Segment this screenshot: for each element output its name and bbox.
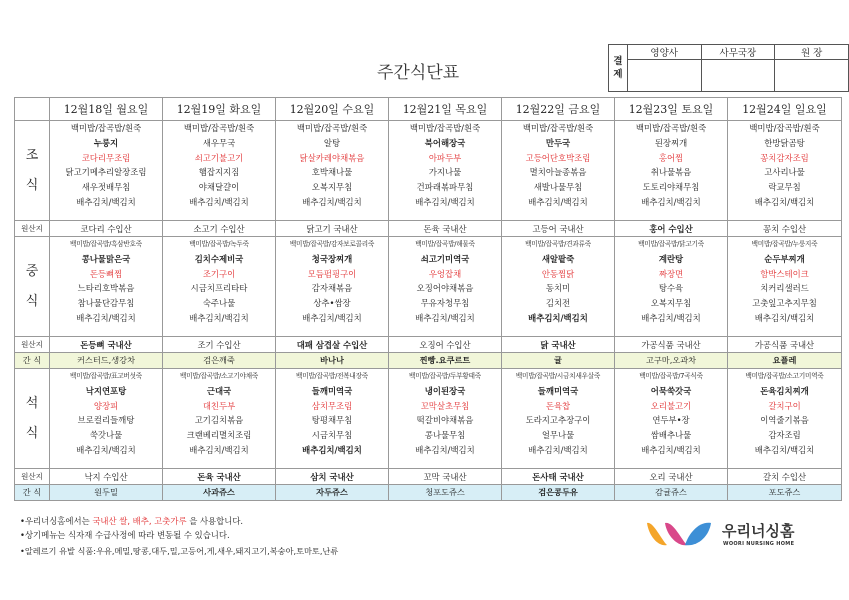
menu-item: 오리불고기 bbox=[650, 400, 692, 411]
dinner-day-cell bbox=[389, 369, 502, 469]
menu-item: 백미밥/잡곡밥/흰죽 bbox=[635, 123, 707, 133]
note-ingredients: •우리너싱홈에서는 국내산 쌀, 배추, 고춧가루 을 사용합니다. bbox=[20, 516, 244, 526]
menu-item: 백미밥/잡곡밥/견과류죽 bbox=[525, 240, 591, 248]
breakfast-origin-row-cell: 코다리 수입산 bbox=[50, 221, 163, 237]
breakfast-origin-row-cell: 소고기 수입산 bbox=[163, 221, 276, 237]
menu-item: 배추김치/백김치 bbox=[302, 312, 362, 323]
snack1-row-cell: 요플레 bbox=[728, 353, 842, 369]
menu-item: 돈등뼈찜 bbox=[89, 268, 123, 279]
menu-item: 순두부찌개 bbox=[764, 253, 805, 264]
approval-sign-nutritionist bbox=[627, 60, 701, 92]
menu-item: 연두부•장 bbox=[652, 415, 690, 426]
menu-item: 김치전 bbox=[545, 298, 571, 309]
lunch-label-char: 식 bbox=[25, 293, 39, 309]
snack2-row-label: 간 식 bbox=[15, 485, 50, 501]
menu-item: 상추•쌈장 bbox=[313, 298, 351, 309]
menu-item: 시금치무침 bbox=[311, 430, 353, 441]
menu-item: 멸치아늘종볶음 bbox=[529, 167, 587, 178]
menu-item: 우엉잡채 bbox=[428, 268, 462, 279]
menu-item: 백미밥/잡곡밥/해물죽 bbox=[415, 240, 475, 248]
menu-item: 배추김치/백김치 bbox=[641, 312, 701, 323]
menu-item: 배추김치/백김치 bbox=[415, 444, 475, 455]
snack2-row-cell: 감귤쥬스 bbox=[615, 485, 728, 501]
menu-item: 배추김치/백김치 bbox=[415, 196, 475, 207]
menu-item: 브로컬리들깨탕 bbox=[77, 415, 135, 426]
menu-item: 배추김치/백김치 bbox=[641, 196, 701, 207]
menu-item: 시금치프리타타 bbox=[190, 283, 248, 294]
menu-item: 백미밥/잡곡밥/소고기야채죽 bbox=[179, 372, 259, 380]
lunch-origin-row-cell: 가공식품 국내산 bbox=[615, 337, 728, 353]
menu-item: 아파두부 bbox=[428, 152, 462, 163]
menu-item: 백미밥/잡곡밥/흑삼반호죽 bbox=[70, 240, 142, 248]
menu-item: 배추김치/백김치 bbox=[528, 444, 588, 455]
menu-item: 조기구이 bbox=[202, 268, 236, 279]
breakfast-label-char: 식 bbox=[25, 177, 39, 193]
approval-role-office-manager: 사무국장 bbox=[701, 45, 775, 60]
day-header: 12월20일 수요일 bbox=[276, 98, 389, 121]
menu-item: 백미밥/잡곡밥/흰죽 bbox=[70, 123, 142, 133]
lunch-origin-row bbox=[15, 337, 842, 353]
menu-item: 배추김치/백김치 bbox=[76, 444, 136, 455]
approval-box bbox=[608, 44, 849, 92]
menu-item: 무유자청무침 bbox=[420, 298, 470, 309]
snack2-row-cell: 자두쥬스 bbox=[276, 485, 389, 501]
menu-item: 누룽지 bbox=[93, 137, 119, 148]
menu-item: 들깨미역국 bbox=[311, 385, 353, 396]
lunch-day-cell bbox=[276, 237, 389, 337]
menu-item: 새우젓배무침 bbox=[81, 182, 131, 193]
dinner-origin-row-cell: 삼치 국내산 bbox=[276, 469, 389, 485]
snack1-row-label: 간 식 bbox=[15, 353, 50, 369]
menu-item: 알탕 bbox=[323, 137, 341, 148]
menu-item: 떡갈비야채볶음 bbox=[416, 415, 474, 426]
menu-item: 콩나물무침 bbox=[424, 430, 466, 441]
menu-item: 쌈배추나물 bbox=[650, 430, 692, 441]
lunch-day-cell bbox=[502, 237, 615, 337]
breakfast-day-cell bbox=[276, 121, 389, 221]
menu-item: 쇠고기미역국 bbox=[420, 253, 470, 264]
lunch-label-char: 중 bbox=[25, 263, 39, 279]
snack2-row-cell: 원두밀 bbox=[50, 485, 163, 501]
menu-item: 배추김치/백김치 bbox=[189, 312, 249, 323]
snack1-row bbox=[15, 353, 842, 369]
lunch-label bbox=[15, 237, 50, 337]
menu-item: 삼치무조림 bbox=[311, 400, 353, 411]
dinner-origin-row bbox=[15, 469, 842, 485]
menu-item: 닭살카레야채볶음 bbox=[299, 152, 365, 163]
menu-item: 청국장찌개 bbox=[311, 253, 353, 264]
menu-item: 콩나물맑은국 bbox=[81, 253, 131, 264]
snack2-row-cell: 사과쥬스 bbox=[163, 485, 276, 501]
menu-item: 양장피 bbox=[93, 400, 119, 411]
menu-item: 백미밥/잡곡밥/시금치새우살죽 bbox=[515, 372, 601, 380]
menu-item: 배추김치/백김치 bbox=[754, 444, 815, 455]
breakfast-day-cell bbox=[502, 121, 615, 221]
lunch-day-cell bbox=[163, 237, 276, 337]
menu-item: 새발나물무침 bbox=[533, 182, 583, 193]
breakfast-day-cell bbox=[163, 121, 276, 221]
dinner-day-cell bbox=[276, 369, 389, 469]
menu-item: 치커리샐러드 bbox=[760, 283, 809, 294]
day-header: 12월24일 일요일 bbox=[728, 98, 842, 121]
logo-icon bbox=[645, 519, 715, 549]
logo-subtitle: WOORI NURSING HOME bbox=[723, 541, 795, 547]
note-allergy: •알레르기 유발 식품:우유,메밀,땅콩,대두,밀,고등어,게,새우,돼지고기,복숭아,토마토,난류 bbox=[20, 546, 339, 556]
menu-item: 백미밥/잡곡밥/흰죽 bbox=[749, 123, 820, 133]
lunch-day-cell bbox=[389, 237, 502, 337]
lunch-origin-row-cell: 닭 국내산 bbox=[502, 337, 615, 353]
menu-item: 크랜베리멸치조림 bbox=[186, 430, 252, 441]
day-header: 12월23일 토요일 bbox=[615, 98, 728, 121]
dinner-origin-row-cell: 낙지 수입산 bbox=[50, 469, 163, 485]
snack1-row-cell: 귤 bbox=[502, 353, 615, 369]
menu-item: 근대국 bbox=[206, 385, 232, 396]
menu-item: 참나물단감무침 bbox=[77, 298, 135, 309]
dinner-row bbox=[15, 369, 842, 469]
menu-item: 백미밥/잡곡밥/감자보로콜리죽 bbox=[289, 240, 375, 248]
menu-item: 백미밥/잡곡밥/흰죽 bbox=[522, 123, 594, 133]
dinner-label-char: 식 bbox=[25, 425, 39, 441]
corner-cell bbox=[15, 98, 50, 121]
menu-item: 배추김치/백김치 bbox=[189, 196, 249, 207]
menu-item: 계란탕 bbox=[658, 253, 684, 264]
menu-item: 꽁치감자조림 bbox=[760, 152, 809, 163]
menu-item: 어묵쑥갓국 bbox=[650, 385, 692, 396]
approval-sign-director bbox=[775, 60, 849, 92]
breakfast-origin-row-cell: 닭고기 국내산 bbox=[276, 221, 389, 237]
snack1-row-cell: 커스터드,생강차 bbox=[50, 353, 163, 369]
menu-item: 햄잡지지짐 bbox=[198, 167, 240, 178]
menu-item: 락교무침 bbox=[768, 182, 801, 193]
menu-item: 새우무국 bbox=[202, 137, 236, 148]
breakfast-origin-row-cell: 꽁치 수입산 bbox=[728, 221, 842, 237]
snack2-row-cell: 청포도쥬스 bbox=[389, 485, 502, 501]
dinner-origin-row-cell: 갈치 수입산 bbox=[728, 469, 842, 485]
lunch-origin-row-cell: 대패 삼겹살 수입산 bbox=[276, 337, 389, 353]
approval-role-nutritionist: 영양사 bbox=[627, 45, 701, 60]
breakfast-label-char: 조 bbox=[25, 147, 39, 163]
breakfast-day-cell bbox=[728, 121, 842, 221]
dinner-origin-row-cell: 오리 국내산 bbox=[615, 469, 728, 485]
menu-item: 백미밥/잡곡밥/흰죽 bbox=[296, 123, 368, 133]
snack1-row-cell: 바나나 bbox=[276, 353, 389, 369]
menu-item: 한방닭곰탕 bbox=[764, 137, 805, 148]
menu-item: 이역줄기볶음 bbox=[760, 415, 809, 426]
menu-item: 들깨미역국 bbox=[537, 385, 579, 396]
menu-item: 백미밥/잡곡밥/소고기미역죽 bbox=[745, 372, 824, 380]
snack1-row-cell: 고구마,오과차 bbox=[615, 353, 728, 369]
menu-item: 배추김치/백김치 bbox=[76, 312, 136, 323]
dinner-day-cell bbox=[502, 369, 615, 469]
menu-item: 배추김치/백김치 bbox=[302, 444, 362, 455]
breakfast-origin-row bbox=[15, 221, 842, 237]
menu-item: 된장찌개 bbox=[654, 137, 688, 148]
menu-item: 감자조림 bbox=[768, 430, 801, 441]
menu-item: 감자채볶음 bbox=[311, 283, 353, 294]
menu-item: 배추김치/백김치 bbox=[189, 444, 249, 455]
snack2-row bbox=[15, 485, 842, 501]
lunch-day-cell bbox=[50, 237, 163, 337]
notes bbox=[20, 515, 338, 559]
menu-item: 얼무나물 bbox=[541, 430, 575, 441]
menu-item: 닭고기메추리알장조림 bbox=[65, 167, 147, 178]
approval-label-char: 제 bbox=[613, 69, 623, 80]
menu-item: 건파래볶파무침 bbox=[416, 182, 474, 193]
menu-item: 배추김치/백김치 bbox=[754, 312, 815, 323]
menu-item: 냉이된장국 bbox=[424, 385, 466, 396]
dinner-day-cell bbox=[615, 369, 728, 469]
menu-item: 동치미 bbox=[545, 283, 571, 294]
menu-item: 모듬펌핑구이 bbox=[307, 268, 357, 279]
menu-item: 코다리무조림 bbox=[81, 152, 131, 163]
menu-item: 돈육김치찌개 bbox=[760, 385, 809, 396]
day-header: 12월19일 화요일 bbox=[163, 98, 276, 121]
dinner-origin-row-cell: 돈사태 국내산 bbox=[502, 469, 615, 485]
day-header: 12월22일 금요일 bbox=[502, 98, 615, 121]
menu-item: 배추김치/백김치 bbox=[528, 196, 588, 207]
menu-item: 북어해장국 bbox=[424, 137, 466, 148]
breakfast-day-cell bbox=[615, 121, 728, 221]
menu-item: 갈치구이 bbox=[768, 400, 801, 411]
menu-item: 배추김치/백김치 bbox=[76, 196, 136, 207]
menu-item: 야채달걀이 bbox=[198, 182, 240, 193]
lunch-origin-row-cell: 가공식품 국내산 bbox=[728, 337, 842, 353]
breakfast-row bbox=[15, 121, 842, 221]
menu-item: 김치수제비국 bbox=[194, 253, 244, 264]
menu-item: 백미밥/잡곡밥/흰죽 bbox=[183, 123, 255, 133]
dinner-origin-row-cell: 꼬막 국내산 bbox=[389, 469, 502, 485]
menu-item: 백미밥/잡곡밥/닭고기죽 bbox=[638, 240, 704, 248]
lunch-origin-row-cell: 돈등뼈 국내산 bbox=[50, 337, 163, 353]
lunch-row bbox=[15, 237, 842, 337]
menu-item: 안동찜닭 bbox=[541, 268, 575, 279]
snack1-row-cell: 검은깨죽 bbox=[163, 353, 276, 369]
weekly-menu-table bbox=[14, 97, 842, 501]
menu-item: 오복지무침 bbox=[650, 298, 692, 309]
menu-item: 백미밥/잡곡밥/두부황태죽 bbox=[409, 372, 481, 380]
menu-item: 꼬막살초무침 bbox=[420, 400, 470, 411]
dinner-day-cell bbox=[163, 369, 276, 469]
day-header: 12월21일 목요일 bbox=[389, 98, 502, 121]
menu-item: 쇠고기불고기 bbox=[194, 152, 244, 163]
dinner-label-char: 석 bbox=[25, 395, 39, 411]
menu-item: 호박채나물 bbox=[311, 167, 353, 178]
lunch-origin-row-cell: 조기 수입산 bbox=[163, 337, 276, 353]
menu-item: 배추김치/백김치 bbox=[302, 196, 362, 207]
menu-item: 홍어찜 bbox=[658, 152, 684, 163]
note-highlight: 국내산 쌀, 배추, 고춧가루 bbox=[92, 516, 187, 526]
menu-item: 백미밥/잡곡밥/7곡식죽 bbox=[639, 372, 703, 380]
menu-item: 오복지무침 bbox=[311, 182, 353, 193]
approval-role-director: 원 장 bbox=[775, 45, 849, 60]
menu-item: 돈육찹 bbox=[545, 400, 571, 411]
approval-sign-office-manager bbox=[701, 60, 775, 92]
snack2-row-cell: 포도쥬스 bbox=[728, 485, 842, 501]
menu-item: 짜장면 bbox=[658, 268, 684, 279]
menu-item: 도라지고추장구이 bbox=[525, 415, 591, 426]
menu-item: 백미밥/잡곡밥/누룽지죽 bbox=[751, 240, 818, 248]
menu-item: 함박스테이크 bbox=[760, 268, 809, 279]
menu-item: 고춧잎고추지무침 bbox=[752, 298, 817, 309]
menu-item: 쑥갓나물 bbox=[89, 430, 123, 441]
dinner-label bbox=[15, 369, 50, 469]
day-header: 12월18일 월요일 bbox=[50, 98, 163, 121]
approval-label bbox=[609, 45, 628, 92]
menu-item: 배추김치/백김치 bbox=[528, 312, 588, 323]
snack1-row-cell: 찐빵.요쿠르트 bbox=[389, 353, 502, 369]
menu-item: 고사리나물 bbox=[764, 167, 805, 178]
menu-item: 백미밥/잡곡밥/흰죽 bbox=[409, 123, 481, 133]
menu-item: 탕평채무침 bbox=[311, 415, 353, 426]
dinner-day-cell bbox=[728, 369, 842, 469]
menu-item: 백미밥/잡곡밥/녹두죽 bbox=[189, 240, 249, 248]
menu-item: 고기김치볶음 bbox=[194, 415, 244, 426]
menu-item: 느타리호박볶음 bbox=[77, 283, 135, 294]
dinner-origin-row-cell: 돈육 국내산 bbox=[163, 469, 276, 485]
menu-item: 배추김치/백김치 bbox=[415, 312, 475, 323]
breakfast-origin-row-cell: 고등어 국내산 bbox=[502, 221, 615, 237]
breakfast-origin-row-label: 원산지 bbox=[15, 221, 50, 237]
breakfast-origin-row-cell: 돈육 국내산 bbox=[389, 221, 502, 237]
menu-item: 취나물볶음 bbox=[650, 167, 692, 178]
menu-item: 숙주나물 bbox=[202, 298, 236, 309]
snack2-row-cell: 검은콩두유 bbox=[502, 485, 615, 501]
breakfast-day-cell bbox=[389, 121, 502, 221]
menu-item: 새알팥죽 bbox=[541, 253, 575, 264]
approval-label-char: 결 bbox=[613, 56, 623, 67]
dinner-day-cell bbox=[50, 369, 163, 469]
note-change: •상기메뉴는 식자재 수급사정에 따라 변동될 수 있습니다. bbox=[20, 529, 230, 540]
menu-item: 만두국 bbox=[545, 137, 571, 148]
lunch-origin-row-cell: 오징어 수입산 bbox=[389, 337, 502, 353]
dinner-origin-row-label: 원산지 bbox=[15, 469, 50, 485]
day-header-row bbox=[15, 98, 842, 121]
logo-name: 우리너싱홈 bbox=[722, 522, 795, 540]
menu-item: 백미밥/잡곡밥/표고버섯죽 bbox=[70, 372, 142, 380]
lunch-origin-row-label: 원산지 bbox=[15, 337, 50, 353]
menu-item: 오징어야채볶음 bbox=[416, 283, 474, 294]
page-title: 주간식단표 bbox=[377, 63, 460, 83]
menu-item: 백미밥/잡곡밥/전복내장죽 bbox=[296, 372, 368, 380]
breakfast-day-cell bbox=[50, 121, 163, 221]
menu-item: 배추김치/백김치 bbox=[641, 444, 701, 455]
lunch-day-cell bbox=[728, 237, 842, 337]
breakfast-label bbox=[15, 121, 50, 221]
menu-item: 대친두부 bbox=[202, 400, 236, 411]
menu-item: 배추김치/백김치 bbox=[754, 196, 815, 207]
menu-item: 가지나물 bbox=[428, 167, 462, 178]
menu-item: 도토리야채무침 bbox=[642, 182, 700, 193]
menu-item: 고등어단호박조림 bbox=[525, 152, 591, 163]
menu-item: 낙지연포탕 bbox=[85, 385, 127, 396]
menu-item: 탕수육 bbox=[658, 283, 684, 294]
lunch-day-cell bbox=[615, 237, 728, 337]
breakfast-origin-row-cell: 홍어 수입산 bbox=[615, 221, 728, 237]
